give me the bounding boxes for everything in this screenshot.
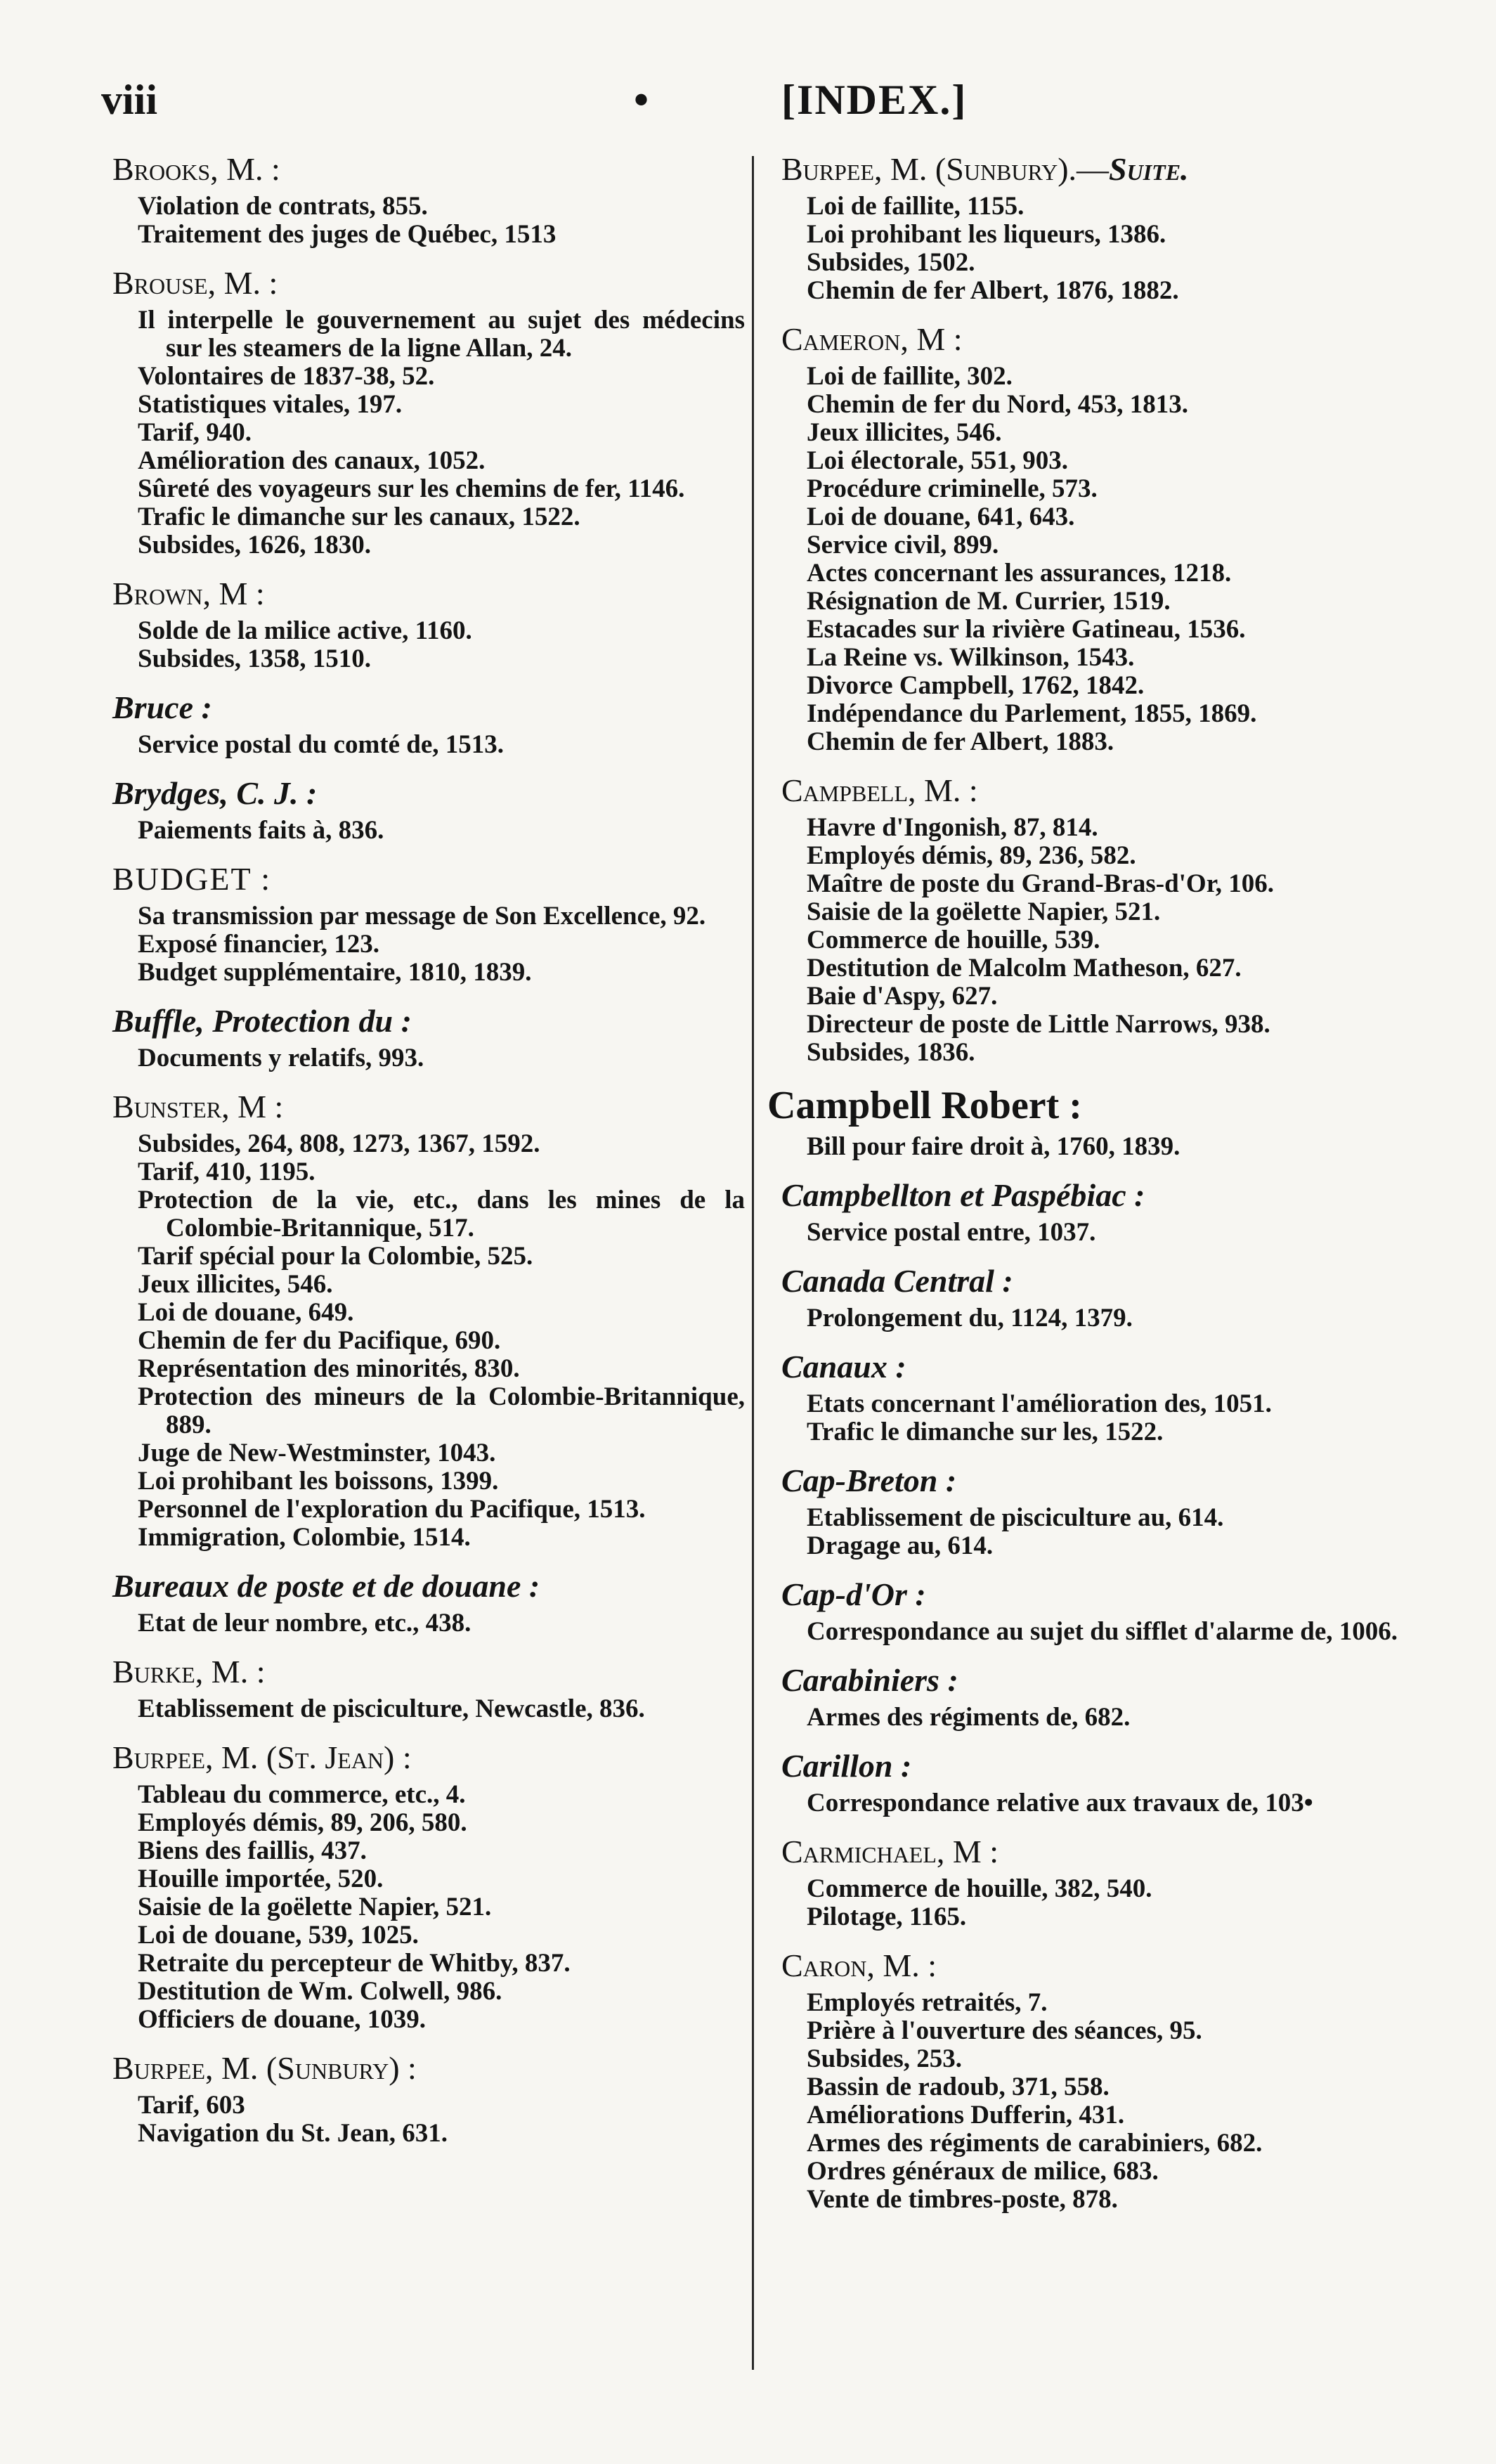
entry-gap bbox=[98, 2152, 745, 2162]
entry-item: Navigation du St. Jean, 631. bbox=[138, 2119, 448, 2148]
entry-heading bbox=[781, 1175, 1400, 1216]
entry-items bbox=[98, 817, 745, 845]
entry-item: Améliorations Dufferin, 431. bbox=[807, 2101, 1125, 2129]
entry-item: Tarif, 410, 1195. bbox=[138, 1158, 316, 1186]
index-entry bbox=[767, 770, 1400, 1081]
entry-heading bbox=[112, 2048, 745, 2089]
entry-item: Saisie de la goëlette Napier, 521. bbox=[807, 897, 1161, 926]
entry-item: Tableau du commerce, etc., 4. bbox=[138, 1780, 466, 1809]
entry-item: Destitution de Malcolm Matheson, 627. bbox=[807, 954, 1242, 983]
entry-items bbox=[98, 617, 745, 673]
entry-item: Service postal entre, 1037. bbox=[807, 1218, 1096, 1247]
entry-heading bbox=[781, 149, 1400, 190]
entry-item: Volontaires de 1837-38, 52. bbox=[138, 362, 435, 391]
entry-item: Service postal du comté de, 1513. bbox=[138, 730, 505, 759]
entry-item: Retraite du percepteur de Whitby, 837. bbox=[138, 1949, 571, 1978]
index-entry bbox=[767, 1945, 1400, 2228]
entry-items bbox=[98, 731, 745, 759]
entry-item: Etats concernant l'amélioration des, 1051. bbox=[807, 1389, 1272, 1418]
entry-item: Baie d'Aspy, 627. bbox=[807, 982, 998, 1011]
entry-item: Paiements faits à, 836. bbox=[138, 816, 384, 845]
entry-item: Divorce Campbell, 1762, 1842. bbox=[807, 671, 1145, 700]
entry-gap bbox=[98, 564, 745, 573]
entry-item: Commerce de houille, 539. bbox=[807, 926, 1100, 954]
entry-item: Chemin de fer du Pacifique, 690. bbox=[138, 1326, 501, 1355]
entry-item: Maître de poste du Grand-Bras-d'Or, 106. bbox=[807, 869, 1274, 898]
entry-gap bbox=[767, 1822, 1400, 1831]
index-entry bbox=[767, 1831, 1400, 1945]
entry-gap bbox=[767, 760, 1400, 770]
entry-item: Solde de la milice active, 1160. bbox=[138, 616, 472, 645]
index-entry bbox=[98, 687, 745, 773]
entry-gap bbox=[98, 763, 745, 773]
entry-item: Prolongement du, 1124, 1379. bbox=[807, 1304, 1133, 1332]
index-entry bbox=[767, 1347, 1400, 1460]
entry-item: Destitution de Wm. Colwell, 986. bbox=[138, 1977, 502, 2006]
entry-items bbox=[98, 306, 745, 559]
entry-item: Employés démis, 89, 206, 580. bbox=[138, 1808, 467, 1837]
entry-heading bbox=[112, 687, 745, 728]
entry-heading bbox=[781, 1261, 1400, 1302]
entry-heading-text: Burpee, M. (Sunbury) : bbox=[112, 2050, 417, 2086]
entry-item: Saisie de la goëlette Napier, 521. bbox=[138, 1893, 492, 1921]
entry-item: Loi de douane, 649. bbox=[138, 1298, 354, 1327]
entry-item: Etablissement de pisciculture au, 614. bbox=[807, 1503, 1224, 1532]
entry-heading bbox=[767, 1081, 1400, 1130]
entry-gap bbox=[98, 2038, 745, 2048]
entry-heading bbox=[112, 149, 745, 190]
entry-heading bbox=[781, 1460, 1400, 1501]
entry-items bbox=[767, 193, 1400, 305]
entry-item: Subsides, 253. bbox=[807, 2044, 963, 2073]
entry-heading-text: Burpee, M. (St. Jean) : bbox=[112, 1739, 412, 1775]
index-entry bbox=[98, 263, 745, 573]
entry-items bbox=[767, 1133, 1400, 1161]
entry-heading-text: Carillon : bbox=[781, 1748, 912, 1784]
entry-gap bbox=[98, 677, 745, 687]
entry-items bbox=[98, 902, 745, 987]
entry-items bbox=[767, 1504, 1400, 1560]
index-entry bbox=[767, 1746, 1400, 1831]
entry-heading-text: Campbell, M. : bbox=[781, 772, 978, 808]
page-title: [INDEX.] bbox=[781, 77, 968, 123]
entry-item: Personnel de l'exploration du Pacifique, 1513. bbox=[138, 1495, 646, 1524]
index-entry bbox=[98, 1087, 745, 1566]
entry-heading-text: Campbellton et Paspébiac : bbox=[781, 1177, 1145, 1213]
entry-gap bbox=[767, 1564, 1400, 1574]
entry-item: Documents y relatifs, 993. bbox=[138, 1044, 424, 1072]
entry-item: Subsides, 1358, 1510. bbox=[138, 644, 372, 673]
entry-gap bbox=[98, 991, 745, 1001]
entry-item: Directeur de poste de Little Narrows, 938. bbox=[807, 1010, 1270, 1039]
entry-item: Estacades sur la rivière Gatineau, 1536. bbox=[807, 615, 1246, 644]
entry-heading-suite: Suite. bbox=[1109, 151, 1189, 187]
index-entry bbox=[767, 319, 1400, 770]
entry-gap bbox=[98, 1077, 745, 1087]
entry-items bbox=[98, 1609, 745, 1638]
entry-items bbox=[98, 1781, 745, 2034]
entry-heading bbox=[112, 1566, 745, 1607]
entry-heading bbox=[781, 1574, 1400, 1615]
index-entry bbox=[98, 149, 745, 263]
entry-item: Correspondance au sujet du sifflet d'alarme de, 1006. bbox=[807, 1617, 1398, 1646]
entry-item: Tarif spécial pour la Colombie, 525. bbox=[138, 1242, 533, 1271]
entry-items bbox=[767, 1875, 1400, 1931]
entry-item: Jeux illicites, 546. bbox=[807, 418, 1002, 447]
entry-heading bbox=[781, 1746, 1400, 1787]
entry-items bbox=[98, 2092, 745, 2148]
entry-item: Etat de leur nombre, etc., 438. bbox=[138, 1609, 471, 1638]
index-entry bbox=[767, 1261, 1400, 1347]
entry-heading-text: Burpee, M. (Sunbury).— bbox=[781, 151, 1110, 187]
entry-item: Loi de douane, 641, 643. bbox=[807, 502, 1075, 531]
index-entry bbox=[98, 1566, 745, 1652]
entry-heading-text: Carabiniers : bbox=[781, 1662, 958, 1698]
entry-gap bbox=[767, 1337, 1400, 1347]
right-column bbox=[767, 149, 1400, 2228]
entry-item: Tarif, 940. bbox=[138, 418, 252, 447]
entry-items bbox=[98, 1130, 745, 1552]
entry-heading-text: BUDGET : bbox=[112, 861, 271, 897]
entry-items bbox=[98, 1044, 745, 1072]
entry-item: Subsides, 1836. bbox=[807, 1038, 975, 1067]
entry-item: Vente de timbres-poste, 878. bbox=[807, 2185, 1118, 2214]
entry-item: Protection des mineurs de la Colombie-Britannique, 889. bbox=[138, 1382, 745, 1439]
entry-heading-text: Caron, M. : bbox=[781, 1947, 937, 1983]
page-header bbox=[101, 76, 1387, 132]
entry-heading bbox=[112, 859, 745, 900]
entry-item: Service civil, 899. bbox=[807, 531, 999, 559]
entry-item: Représentation des minorités, 830. bbox=[138, 1354, 520, 1383]
entry-item: Etablissement de pisciculture, Newcastle, 836. bbox=[138, 1694, 645, 1723]
page-number: viii bbox=[101, 77, 158, 123]
entry-item: Sûreté des voyageurs sur les chemins de fer, 1146. bbox=[138, 474, 685, 503]
entry-item: Loi de faillite, 1155. bbox=[807, 192, 1025, 221]
entry-heading bbox=[112, 1652, 745, 1692]
entry-heading bbox=[112, 573, 745, 614]
entry-item: Tarif, 603 bbox=[138, 2091, 245, 2120]
index-entry bbox=[98, 859, 745, 1001]
entry-gap bbox=[98, 1642, 745, 1652]
entry-heading-text: Bruce : bbox=[112, 689, 212, 725]
entry-items bbox=[767, 1390, 1400, 1446]
entry-item: Violation de contrats, 855. bbox=[138, 192, 428, 221]
entry-heading bbox=[112, 1737, 745, 1778]
entry-item: Budget supplémentaire, 1810, 1839. bbox=[138, 958, 532, 987]
entry-item: Subsides, 264, 808, 1273, 1367, 1592. bbox=[138, 1129, 540, 1158]
entry-item: Biens des faillis, 437. bbox=[138, 1836, 367, 1865]
entry-item: Il interpelle le gouvernement au sujet des médecins sur les steamers de la ligne Allan, 24. bbox=[138, 306, 745, 363]
entry-heading-text: Campbell Robert : bbox=[767, 1084, 1082, 1127]
entry-item: Correspondance relative aux travaux de, 103• bbox=[807, 1789, 1313, 1817]
entry-item: Houille importée, 520. bbox=[138, 1865, 384, 1893]
index-entry bbox=[98, 1652, 745, 1737]
entry-items bbox=[767, 1989, 1400, 2214]
entry-item: Chemin de fer Albert, 1883. bbox=[807, 727, 1114, 756]
entry-item: Armes des régiments de, 682. bbox=[807, 1703, 1131, 1732]
entry-items bbox=[767, 1304, 1400, 1332]
entry-item: Prière à l'ouverture des séances, 95. bbox=[807, 2016, 1202, 2045]
entry-heading-text: Brydges, C. J. : bbox=[112, 775, 318, 811]
entry-item: Trafic le dimanche sur les, 1522. bbox=[807, 1418, 1164, 1446]
left-column bbox=[98, 149, 745, 2162]
entry-gap bbox=[767, 1071, 1400, 1081]
entry-item: Exposé financier, 123. bbox=[138, 930, 379, 959]
entry-heading-text: Cameron, M : bbox=[781, 321, 963, 357]
entry-heading bbox=[781, 1945, 1400, 1986]
entry-item: Actes concernant les assurances, 1218. bbox=[807, 559, 1232, 588]
entry-items bbox=[767, 814, 1400, 1067]
entry-item: Juge de New-Westminster, 1043. bbox=[138, 1439, 496, 1467]
entry-item: Loi prohibant les liqueurs, 1386. bbox=[807, 220, 1166, 249]
entry-heading-text: Brooks, M. : bbox=[112, 151, 280, 187]
entry-item: Résignation de M. Currier, 1519. bbox=[807, 587, 1171, 616]
entry-gap bbox=[767, 1736, 1400, 1746]
entry-heading bbox=[112, 1087, 745, 1127]
entry-item: Statistiques vitales, 197. bbox=[138, 390, 403, 419]
entry-items bbox=[767, 1618, 1400, 1646]
entry-heading bbox=[781, 1831, 1400, 1872]
entry-item: Loi de douane, 539, 1025. bbox=[138, 1921, 419, 1950]
index-entry bbox=[98, 1001, 745, 1087]
entry-gap bbox=[767, 309, 1400, 319]
entry-heading bbox=[781, 1660, 1400, 1701]
entry-heading bbox=[112, 263, 745, 304]
entry-item: Jeux illicites, 546. bbox=[138, 1270, 333, 1299]
entry-item: Chemin de fer du Nord, 453, 1813. bbox=[807, 390, 1189, 419]
entry-heading-text: Brown, M : bbox=[112, 576, 265, 611]
entry-gap bbox=[767, 1935, 1400, 1945]
entry-gap bbox=[767, 1451, 1400, 1460]
entry-item: Traitement des juges de Québec, 1513 bbox=[138, 220, 557, 249]
entry-heading-text: Bureaux de poste et de douane : bbox=[112, 1568, 540, 1604]
entry-item: Indépendance du Parlement, 1855, 1869. bbox=[807, 699, 1257, 728]
entry-heading bbox=[781, 1347, 1400, 1387]
entry-gap bbox=[98, 1727, 745, 1737]
entry-gap bbox=[767, 2218, 1400, 2228]
entry-item: Havre d'Ingonish, 87, 814. bbox=[807, 813, 1098, 842]
entry-items bbox=[767, 363, 1400, 756]
index-entry bbox=[767, 149, 1400, 319]
index-entry bbox=[767, 1660, 1400, 1746]
entry-heading-text: Canaux : bbox=[781, 1349, 906, 1385]
entry-item: Employés retraités, 7. bbox=[807, 1988, 1048, 2017]
entry-heading bbox=[781, 770, 1400, 811]
index-entry bbox=[767, 1175, 1400, 1261]
index-entry bbox=[767, 1460, 1400, 1574]
entry-item: Armes des régiments de carabiniers, 682. bbox=[807, 2129, 1263, 2158]
entry-item: Protection de la vie, etc., dans les mines de la Colombie-Britannique, 517. bbox=[138, 1186, 745, 1243]
entry-heading-text: Canada Central : bbox=[781, 1263, 1013, 1299]
entry-item: Amélioration des canaux, 1052. bbox=[138, 446, 486, 475]
entry-item: Subsides, 1626, 1830. bbox=[138, 531, 372, 559]
header-dot: • bbox=[634, 77, 649, 123]
entry-item: Ordres généraux de milice, 683. bbox=[807, 2157, 1159, 2186]
entry-heading-text: Carmichael, M : bbox=[781, 1834, 999, 1869]
entry-heading bbox=[112, 1001, 745, 1042]
index-entry bbox=[98, 773, 745, 859]
entry-items bbox=[98, 1695, 745, 1723]
entry-item: Bassin de radoub, 371, 558. bbox=[807, 2073, 1110, 2101]
entry-item: Trafic le dimanche sur les canaux, 1522. bbox=[138, 502, 580, 531]
entry-gap bbox=[767, 1165, 1400, 1175]
entry-item: Procédure criminelle, 573. bbox=[807, 474, 1098, 503]
index-entry bbox=[98, 573, 745, 687]
entry-item: Loi prohibant les boissons, 1399. bbox=[138, 1467, 499, 1496]
index-entry bbox=[98, 2048, 745, 2162]
entry-item: Commerce de houille, 382, 540. bbox=[807, 1874, 1152, 1903]
entry-gap bbox=[98, 849, 745, 859]
entry-items bbox=[767, 1219, 1400, 1247]
entry-gap bbox=[98, 253, 745, 263]
entry-heading-text: Buffle, Protection du : bbox=[112, 1003, 412, 1039]
entry-item: Bill pour faire droit à, 1760, 1839. bbox=[807, 1132, 1180, 1161]
entry-gap bbox=[98, 1556, 745, 1566]
entry-heading-text: Brouse, M. : bbox=[112, 265, 278, 301]
entry-item: Loi électorale, 551, 903. bbox=[807, 446, 1068, 475]
entry-items bbox=[767, 1789, 1400, 1817]
entry-item: Subsides, 1502. bbox=[807, 248, 975, 277]
entry-item: Immigration, Colombie, 1514. bbox=[138, 1523, 471, 1552]
index-entry bbox=[767, 1574, 1400, 1660]
entry-gap bbox=[767, 1251, 1400, 1261]
index-entry bbox=[767, 1081, 1400, 1175]
entry-items bbox=[98, 193, 745, 249]
entry-item: Employés démis, 89, 236, 582. bbox=[807, 841, 1136, 870]
entry-heading-text: Bunster, M : bbox=[112, 1089, 284, 1124]
entry-item: Loi de faillite, 302. bbox=[807, 362, 1013, 391]
entry-item: Dragage au, 614. bbox=[807, 1531, 994, 1560]
entry-heading-text: Cap-d'Or : bbox=[781, 1576, 926, 1612]
entry-item: La Reine vs. Wilkinson, 1543. bbox=[807, 643, 1135, 672]
entry-item: Sa transmission par message de Son Excellence, 92. bbox=[138, 902, 706, 931]
index-entry bbox=[98, 1737, 745, 2048]
entry-items bbox=[767, 1704, 1400, 1732]
entry-item: Pilotage, 1165. bbox=[807, 1902, 967, 1931]
entry-item: Chemin de fer Albert, 1876, 1882. bbox=[807, 276, 1179, 305]
column-divider bbox=[752, 156, 754, 2370]
entry-heading bbox=[112, 773, 745, 814]
entry-heading bbox=[781, 319, 1400, 360]
entry-item: Officiers de douane, 1039. bbox=[138, 2005, 427, 2034]
entry-gap bbox=[767, 1650, 1400, 1660]
entry-heading-text: Burke, M. : bbox=[112, 1654, 266, 1690]
entry-heading-text: Cap-Breton : bbox=[781, 1463, 957, 1498]
